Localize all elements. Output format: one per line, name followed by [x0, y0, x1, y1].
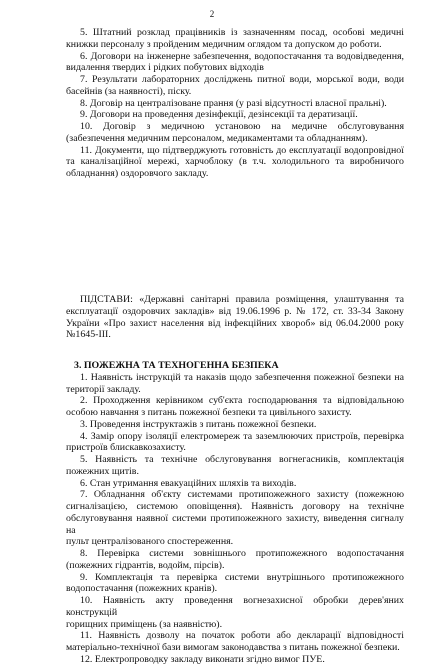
list-item-line: горищних приміщень (за наявністю). — [66, 618, 223, 630]
basis-line: експлуатації оздоровчих закладів» від 19.06.1996 р. № 172, ст. 33-34 Закону — [66, 305, 404, 317]
page-number: 2 — [209, 9, 215, 19]
basis-line: України «Про захист населення від інфекційних хвороб» від 06.04.2000 року — [66, 317, 404, 329]
list-item-line: 10. Наявність акту проведення вогнезахисної обробки дерев'яних конструкцій — [66, 595, 404, 618]
list-item-line: 9. Комплектація та перевірка системи внутрішнього протипожежного — [80, 571, 404, 583]
list-item-line: території закладу. — [66, 383, 141, 395]
list-item-line: пульт централізованого спостереження. — [66, 536, 234, 548]
fire-safety-section — [66, 360, 404, 666]
list-item-line: обслуговування наявної системи протипожежного захисту, виведення сигналу на — [66, 512, 404, 536]
list-item-line: пожежних щитів. — [66, 465, 139, 477]
list-item-line: (пожежних гідрантів, водойм, пірсів). — [66, 559, 225, 571]
list-item — [66, 372, 404, 396]
list-item-line: сигналізацією, системою оповіщення). Наявність договору на технічне — [66, 501, 404, 512]
list-item-line: 11. Наявність дозволу на початок роботи або декларації відповідності — [80, 630, 404, 642]
list-item-line: матеріально-технічної бази вимогам законодавства з питань пожежної безпеки. — [66, 642, 400, 653]
legal-basis — [66, 294, 404, 341]
list-item-line: 2. Проходження керівником суб'єкта господарювання та відповідальною — [80, 395, 404, 407]
list-item-line: 10. Договір з медичною установою на медичне обслуговування — [80, 121, 404, 132]
list-item-line: 8. Договір на централізоване прання (у разі відсутності власної пральні). — [80, 97, 387, 109]
section-heading: 3. ПОЖЕЖНА ТА ТЕХНОГЕННА БЕЗПЕКА — [74, 360, 279, 371]
list-item-line: 6. Договори на інженерне забезпечення, водопостачання та водовідведення, — [80, 50, 404, 62]
list-item-line: 6. Стан утримання евакуаційних шляхів та виходів. — [80, 477, 297, 489]
list-item — [66, 478, 404, 490]
list-item-line: 11. Документи, що підтверджують готовність до експлуатації водопровідної — [80, 144, 404, 156]
list-item-line: (забезпечення медичним персоналом, медикаментами та обладнанням). — [66, 132, 368, 144]
list-item-line: 4. Замір опору ізоляції електромереж та заземлюючих пристроїв, перевірка — [80, 430, 404, 442]
list-item — [66, 98, 404, 110]
list-item-line: 12. Електропроводку закладу виконати згідно вимог ПУЕ. — [80, 653, 325, 665]
list-item-line: пристроїв блискавкозахисту. — [66, 442, 186, 454]
list-item — [66, 419, 404, 431]
list-item — [66, 489, 404, 548]
list-item-line: басейнів (за наявності), піску. — [66, 85, 192, 97]
list-item — [66, 595, 404, 630]
basis-line: №1645-ІІІ. — [66, 329, 111, 341]
list-item — [66, 572, 404, 596]
fire-safety-list — [66, 372, 404, 666]
list-item-line: 7. Обладнання об'єкту системами протипожежного захисту (пожежною — [80, 489, 404, 501]
list-item — [66, 74, 404, 98]
list-item-line: книжки персоналу з пройденим медичним оглядом та допуском до роботи. — [66, 38, 382, 50]
list-item-line: 5. Штатний розклад працівників із зазначенням посад, особові медичні — [80, 27, 404, 38]
list-item-line: та каналізаційної мережі, харчоблоку (в т.ч. холодильного та виробничого — [66, 156, 404, 168]
list-item — [66, 121, 404, 145]
list-item-line: 9. Договори на проведення дезінфекції, дезінсекції та дератизації. — [80, 109, 358, 121]
requirements-list — [66, 27, 404, 180]
list-item — [66, 630, 404, 654]
list-item-line: обладнання) оздоровчого закладу. — [66, 168, 209, 179]
list-item-line: 3. Проведення інструктажів з питань пожежної безпеки. — [80, 418, 317, 430]
list-item-line: 8. Перевірка системи зовнішнього протипожежного водопостачання — [80, 548, 404, 559]
list-item-line: 1. Наявність інструкцій та наказів щодо забезпечення пожежної безпеки на — [80, 371, 404, 383]
list-item-line: видалення твердих і рідких побутових відходів — [66, 62, 264, 74]
list-item — [66, 454, 404, 478]
list-item-line: 7. Результати лабораторних досліджень питної води, морської води, води — [80, 74, 404, 85]
list-item — [66, 548, 404, 572]
list-item — [66, 109, 404, 121]
list-item — [66, 395, 404, 419]
list-item — [66, 145, 404, 180]
basis-line: ПІДСТАВИ: «Державні санітарні правила розміщення, улаштування та — [80, 294, 404, 305]
list-item — [66, 51, 404, 75]
list-item-line: 5. Наявність та технічне обслуговування вогнегасників, комплектація — [80, 454, 404, 465]
list-item-line: водопостачання (пожежних кранів). — [66, 583, 218, 595]
list-item — [66, 27, 404, 51]
list-item — [66, 654, 404, 666]
list-item-line: особою навчання з питань пожежної безпеки та цивільного захисту. — [66, 407, 352, 418]
list-item — [66, 431, 404, 455]
